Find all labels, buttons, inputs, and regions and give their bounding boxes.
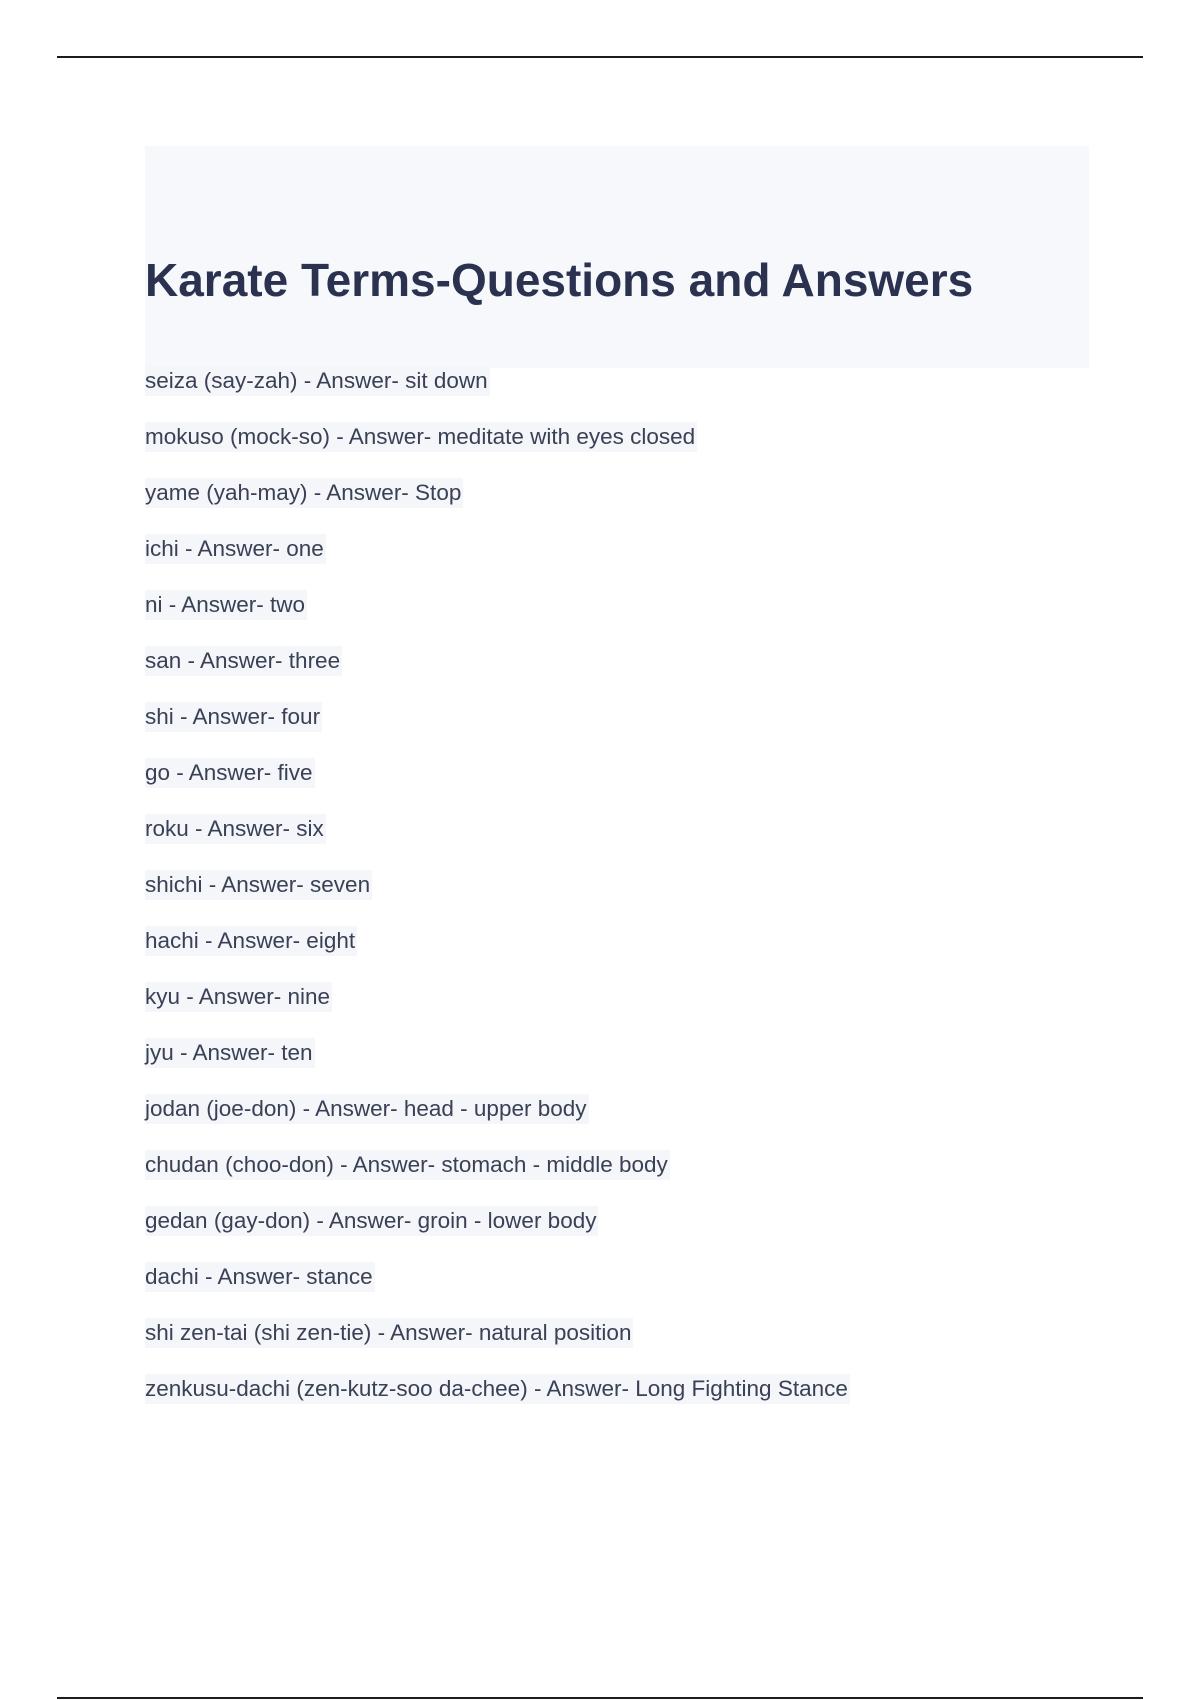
list-item (145, 702, 850, 758)
qa-text: jodan (joe-don) - Answer- head - upper body (145, 1094, 589, 1124)
qa-text: hachi - Answer- eight (145, 926, 357, 956)
qa-text: san - Answer- three (145, 646, 342, 676)
list-item (145, 366, 850, 422)
list-item (145, 1150, 850, 1206)
qa-text: zenkusu-dachi (zen-kutz-soo da-chee) - Answer- Long Fighting Stance (145, 1374, 850, 1404)
qa-text: shi zen-tai (shi zen-tie) - Answer- natural position (145, 1318, 633, 1348)
list-item (145, 1206, 850, 1262)
list-item (145, 758, 850, 814)
list-item (145, 1318, 850, 1374)
qa-text: ni - Answer- two (145, 590, 307, 620)
qa-text: jyu - Answer- ten (145, 1038, 315, 1068)
qa-text: shichi - Answer- seven (145, 870, 372, 900)
qa-text: chudan (choo-don) - Answer- stomach - middle body (145, 1150, 670, 1180)
qa-text: ichi - Answer- one (145, 534, 326, 564)
page-title: Karate Terms-Questions and Answers (145, 254, 974, 306)
bottom-divider (57, 1697, 1143, 1699)
qa-text: dachi - Answer- stance (145, 1262, 375, 1292)
list-item (145, 1094, 850, 1150)
qa-text: yame (yah-may) - Answer- Stop (145, 478, 463, 508)
list-item (145, 1038, 850, 1094)
list-item (145, 646, 850, 702)
top-divider (57, 56, 1143, 58)
list-item (145, 982, 850, 1038)
list-item (145, 926, 850, 982)
qa-text: go - Answer- five (145, 758, 315, 788)
qa-text: gedan (gay-don) - Answer- groin - lower body (145, 1206, 598, 1236)
list-item (145, 422, 850, 478)
qa-list (145, 366, 850, 1430)
qa-text: mokuso (mock-so) - Answer- meditate with eyes closed (145, 422, 697, 452)
list-item (145, 1374, 850, 1430)
list-item (145, 478, 850, 534)
qa-text: roku - Answer- six (145, 814, 326, 844)
qa-text: kyu - Answer- nine (145, 982, 332, 1012)
list-item (145, 870, 850, 926)
qa-text: seiza (say-zah) - Answer- sit down (145, 366, 490, 396)
list-item (145, 814, 850, 870)
qa-text: shi - Answer- four (145, 702, 322, 732)
list-item (145, 1262, 850, 1318)
title-block (145, 146, 1089, 368)
list-item (145, 534, 850, 590)
list-item (145, 590, 850, 646)
